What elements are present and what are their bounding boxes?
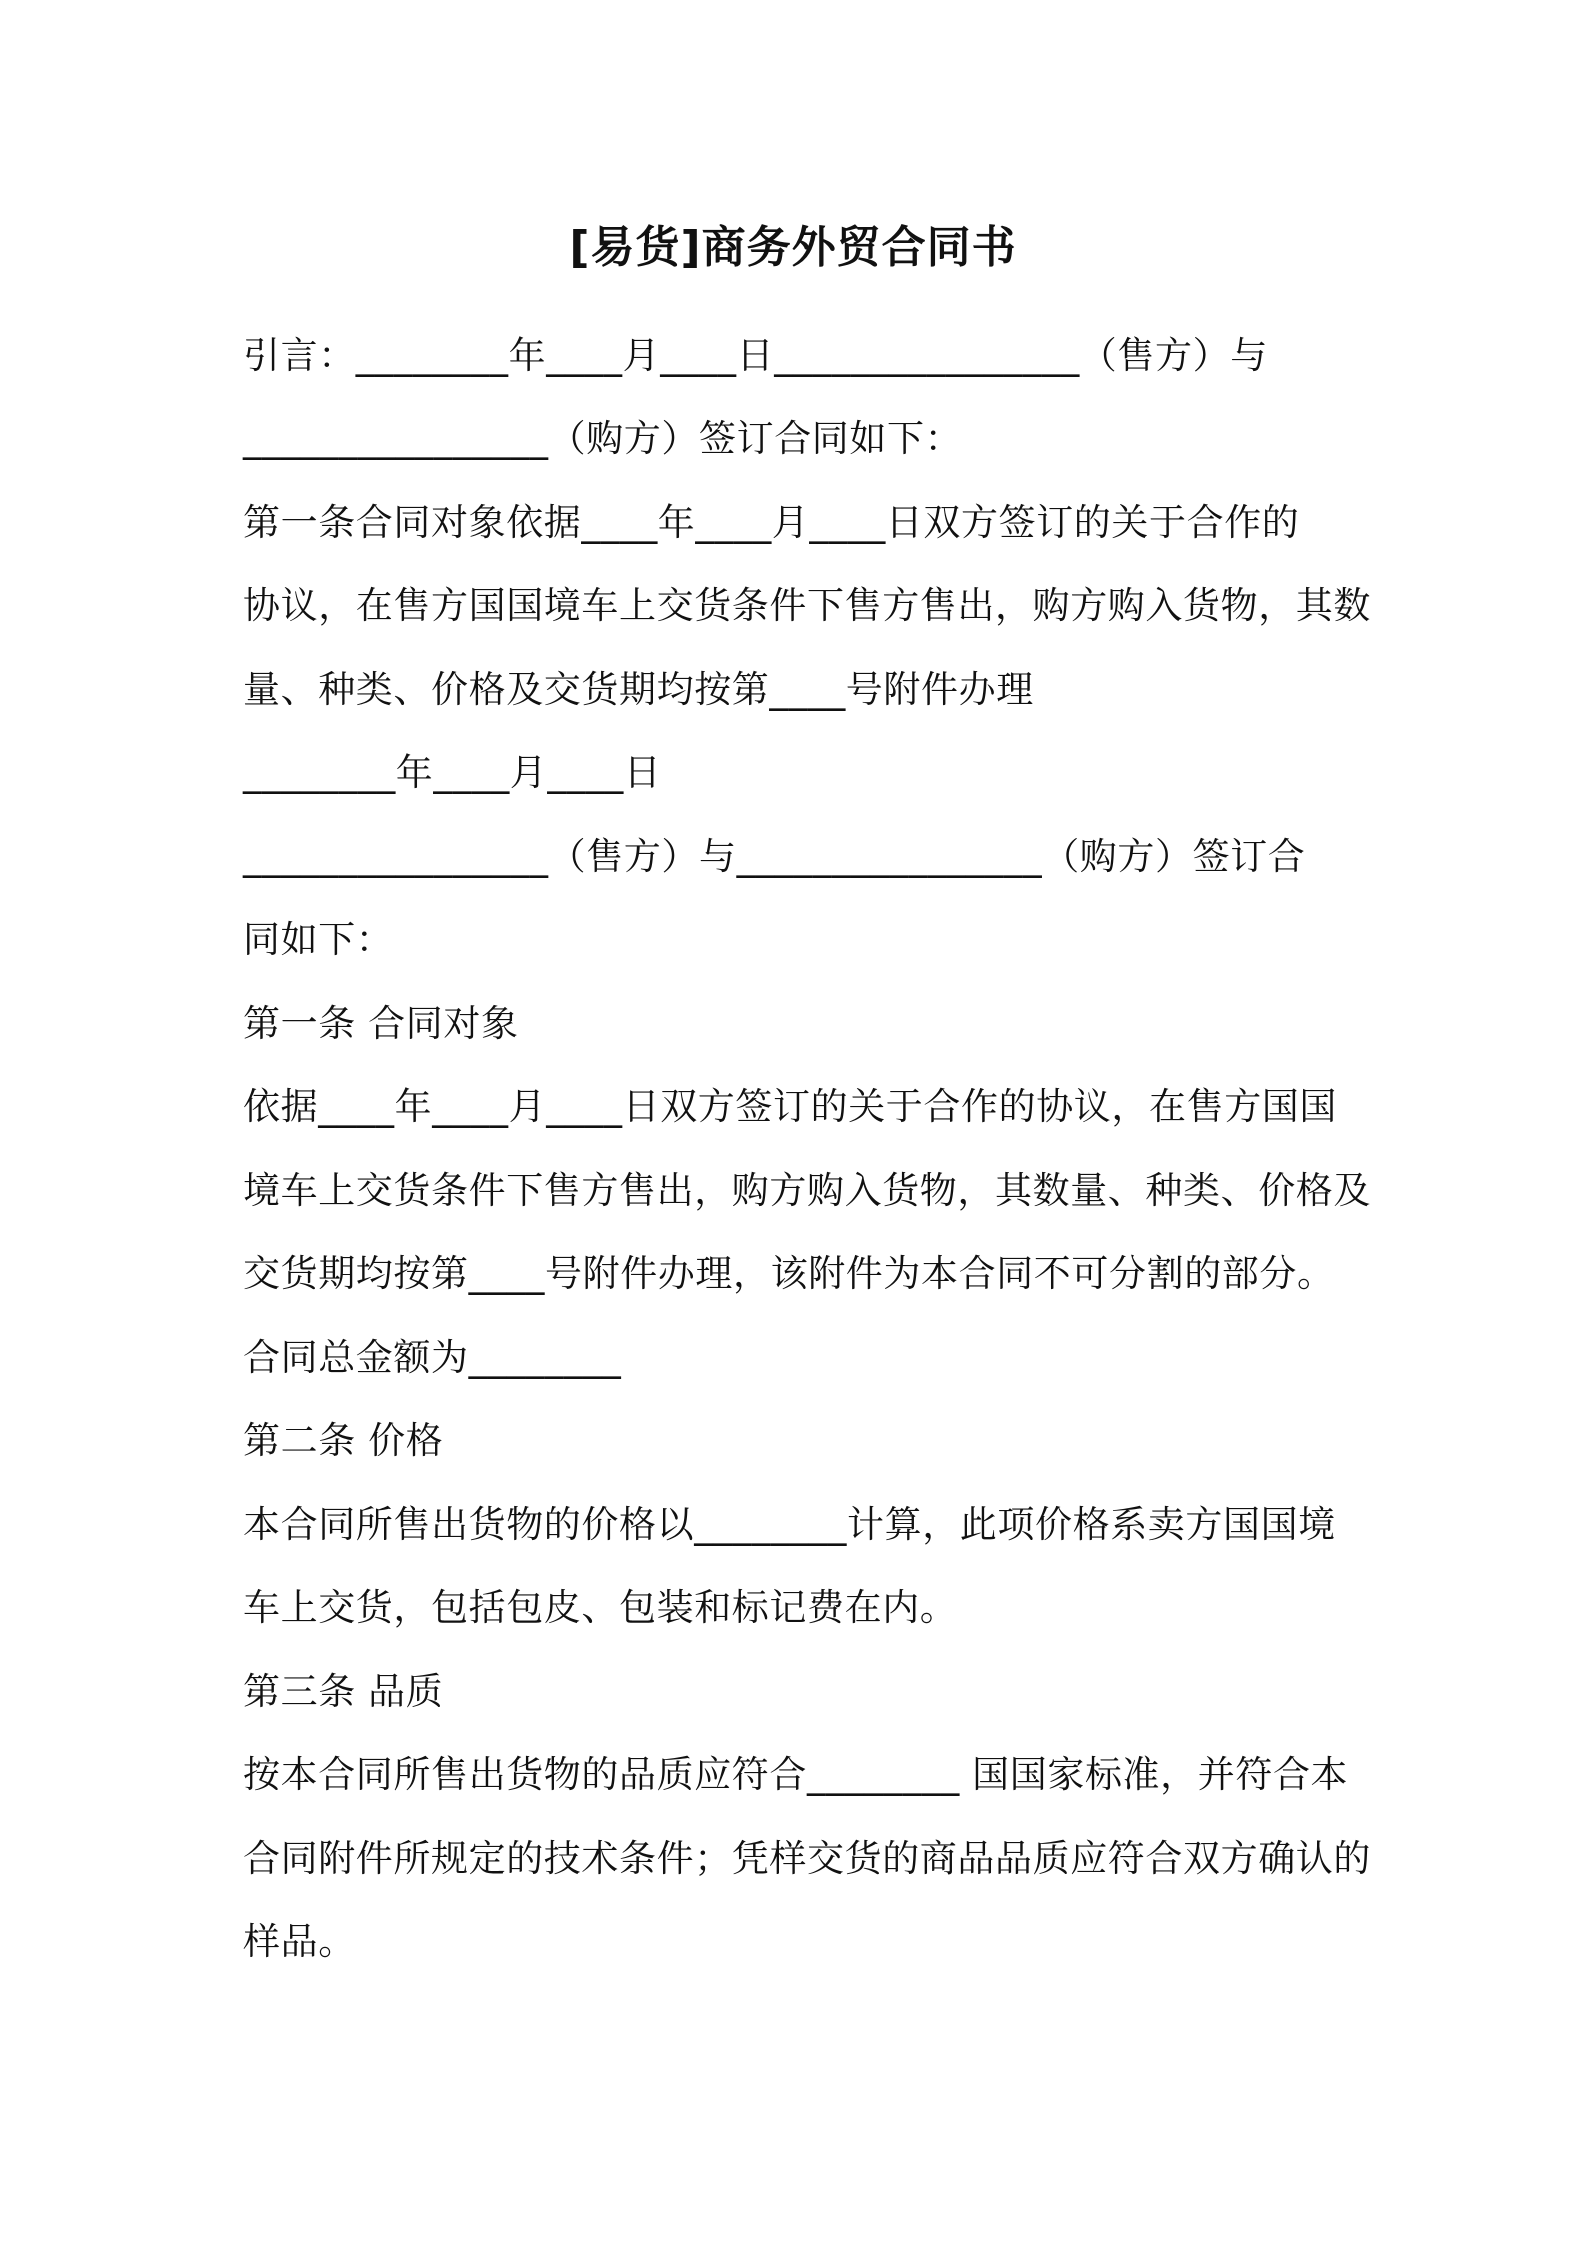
article-1-heading: 第一条 合同对象 [243,1002,519,1045]
parties-line: ________________（售方）与________________（购方）签订合 [243,835,1306,878]
article-2-heading: 第二条 价格 [243,1419,444,1462]
intro-line-2: ________________（购方）签订合同如下： [243,417,963,460]
paragraph-line: 境车上交货条件下售方售出，购方购入货物，其数量、种类、价格及 [243,1169,1371,1212]
date-line: ________年____月____日 [243,751,662,794]
article-3-heading: 第三条 品质 [243,1670,444,1713]
intro-line-1: 引言：________年____月____日________________（售方）与 [243,334,1268,377]
document-title: [易货]商务外贸合同书 [569,222,1017,273]
paragraph-line: 量、种类、价格及交货期均按第____号附件办理 [243,668,1034,711]
paragraph-line: 样品。 [243,1920,356,1963]
paragraph-line: 车上交货，包括包皮、包装和标记费在内。 [243,1586,958,1629]
paragraph-line: 本合同所售出货物的价格以________计算，此项价格系卖方国国境 [243,1503,1336,1546]
paragraph-line: 同如下： [243,918,394,961]
paragraph-line: 第一条合同对象依据____年____月____日双方签订的关于合作的 [243,501,1300,544]
paragraph-line: 交货期均按第____号附件办理，该附件为本合同不可分割的部分。 [243,1252,1335,1295]
total-amount-line: 合同总金额为________ [243,1336,622,1379]
paragraph-line: 合同附件所规定的技术条件；凭样交货的商品品质应符合双方确认的 [243,1837,1371,1880]
paragraph-line: 依据____年____月____日双方签订的关于合作的协议，在售方国国 [243,1085,1337,1128]
paragraph-line: 协议，在售方国国境车上交货条件下售方售出，购方购入货物，其数 [243,584,1371,627]
paragraph-line: 按本合同所售出货物的品质应符合________ 国国家标准，并符合本 [243,1753,1349,1796]
